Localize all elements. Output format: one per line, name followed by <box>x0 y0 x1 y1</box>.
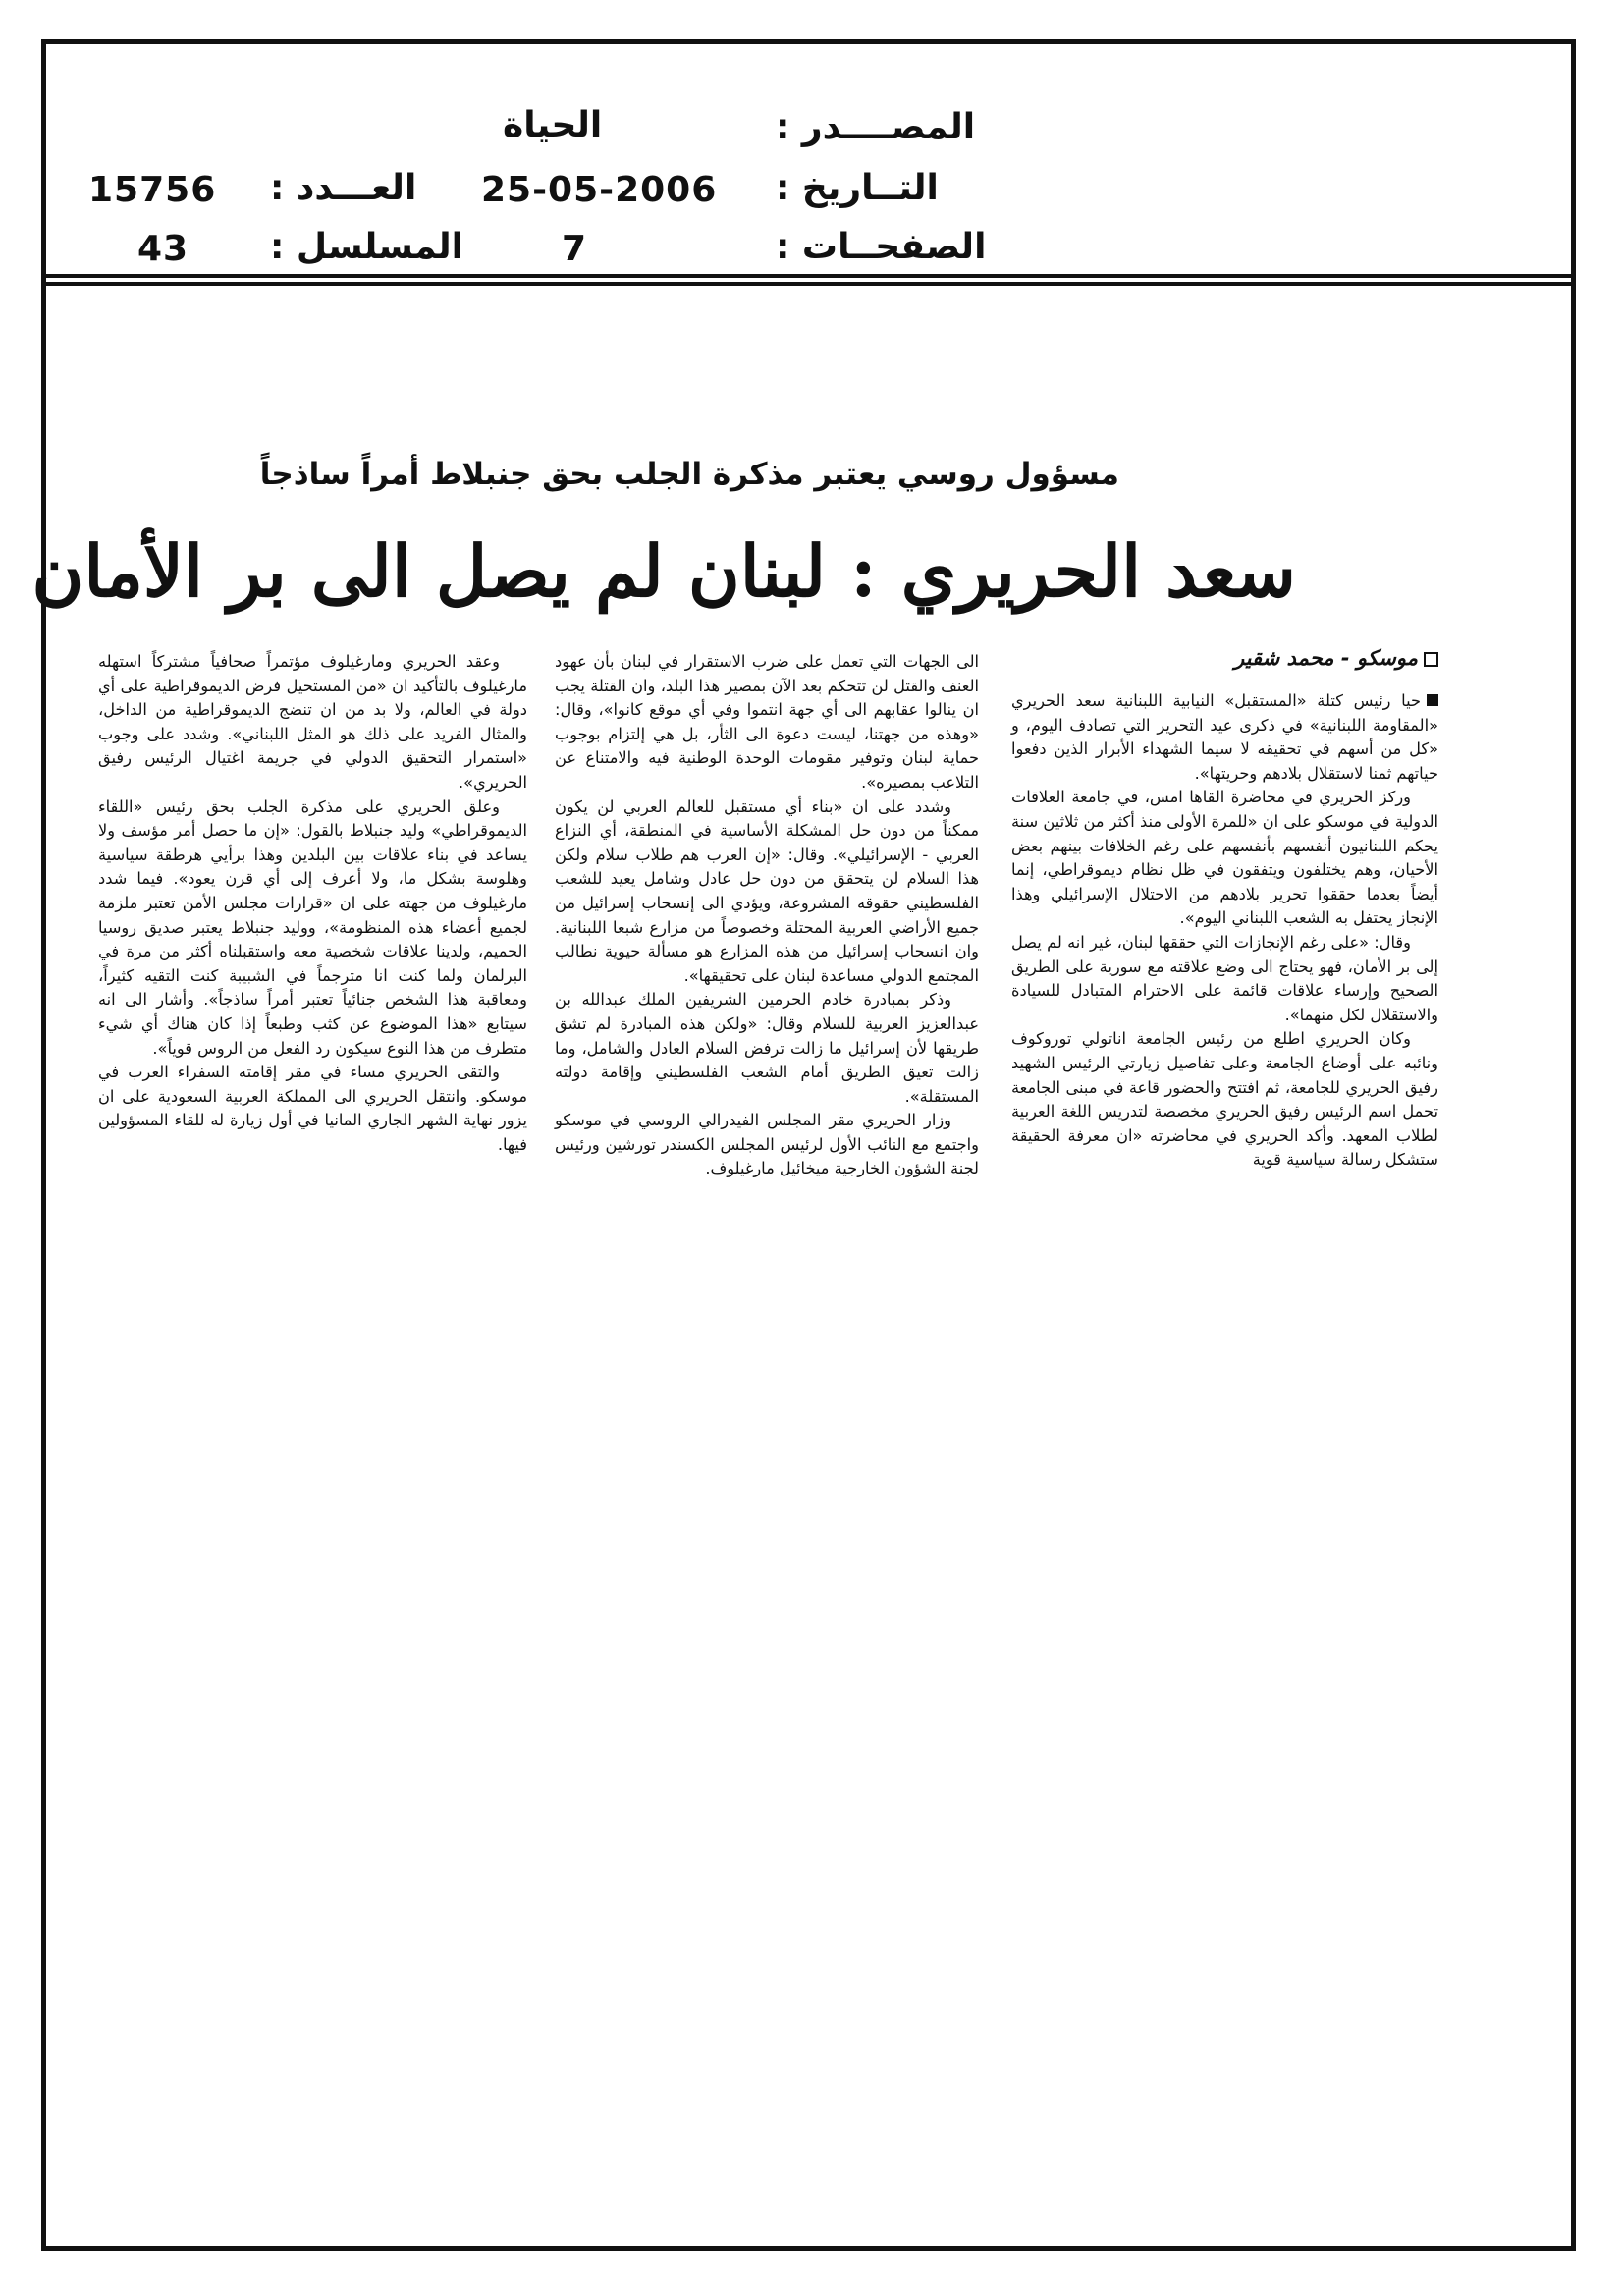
article-headline: سعد الحريري : لبنان لم يصل الى بر الأمان <box>31 529 1296 613</box>
issue-label: العـــدد : <box>270 168 417 208</box>
byline-box-icon <box>1424 652 1438 667</box>
pages-label: الصفحــات : <box>776 227 987 267</box>
article-column-right <box>1011 689 1438 1173</box>
serial-value: 43 <box>137 229 189 269</box>
paragraph-start-square-icon <box>1427 694 1438 706</box>
pages-value: 7 <box>562 229 588 269</box>
issue-value: 15756 <box>88 170 217 210</box>
paragraph: وزار الحريري مقر المجلس الفيدرالي الروسي في موسكو واجتمع مع النائب الأول لرئيس المجلس الكسندر تورشين ورئيس لجنة الشؤون الخارجية ميخائيل مارغيلوف. <box>555 1111 979 1178</box>
header-divider-bottom <box>41 282 1576 286</box>
paragraph: وركز الحريري في محاضرة القاها امس، في جامعة العلاقات الدولية في موسكو على ان «للمرة الأولى منذ أكثر من ثلاثين سنة يحكم اللبنانيون أنفسهم بأنفسهم على رغم الخلافات بينهم بعض الأحيان، وهم يختلفون ويتفقون في ظل نظام ديموقراطي، إنما أيضاً بعدما حققوا تحرير بلادهم من الاحتلال الإسرائيلي وهذا الإنجاز يحتفل به الشعب اللبناني اليوم». <box>1011 788 1438 928</box>
paragraph: الى الجهات التي تعمل على ضرب الاستقرار في لبنان بأن عهود العنف والقتل لن تتحكم بعد الآن بمصير هذا البلد، وان القتلة يجب ان ينالوا عقابهم الى أي جهة انتموا وفي أي موقع كانوا»، وقال: «وهذه من جهتنا، ليست دعوة الى الثأر، بل هي إلتزام بوجوب حماية لبنان وتوفير مقومات الوحدة الوطنية فيه والامتناع عن التلاعب بمصيره». <box>555 652 979 792</box>
paragraph: وكان الحريري اطلع من رئيس الجامعة اناتولي توروكوف ونائبه على أوضاع الجامعة وعلى تفاصيل زيارتي الرئيس الشهيد رفيق الحريري للجامعة، ثم افتتح والحضور قاعة في مبنى الجامعة تحمل اسم الرئيس رفيق الحريري مخصصة لتدريس اللغة العربية لطلاب المعهد. وأكد الحريري في محاضرته «ان معرفة الحقيقة ستشكل رسالة سياسية قوية <box>1011 1029 1438 1170</box>
date-label: التــاريخ : <box>776 168 939 208</box>
paragraph: وعقد الحريري ومارغيلوف مؤتمراً صحافياً مشتركاً استهله مارغيلوف بالتأكيد ان «من المستحيل فرض الديموقراطية على أي دولة في العالم، ولا بد من ان تنضج الديموقراطية من الداخل، والمثال الفريد على ذلك هو المثل اللبناني». وشدد على وجوب «استمرار التحقيق الدولي في جريمة اغتيال الرئيس رفيق الحريري». <box>98 652 527 792</box>
byline-text: موسكو - محمد شقير <box>1234 646 1418 670</box>
paragraph: وقال: «على رغم الإنجازات التي حققها لبنان، غير انه لم يصل إلى بر الأمان، فهو يحتاج الى وضع علاقته مع سورية على الطريق الصحيح وإرساء علاقات قائمة على الاحترام المتبادل للسيادة والاستقلال لكل منهما». <box>1011 932 1438 1024</box>
source-label: المصــــدر : <box>776 107 976 147</box>
date-value: 25-05-2006 <box>481 170 718 210</box>
source-value: الحياة <box>503 105 603 145</box>
paragraph: حيا رئيس كتلة «المستقبل» النيابية اللبنانية سعد الحريري «المقاومة اللبنانية» في ذكرى عيد التحرير التي تصادف اليوم، و «كل من أسهم في تحقيقه لا سيما الشهداء الأبرار الذين دفعوا حياتهم ثمنا لاستقلال بلادهم وحريتها». <box>1011 691 1438 783</box>
byline <box>1234 643 1438 673</box>
paragraph: والتقى الحريري مساء في مقر إقامته السفراء العرب في موسكو. وانتقل الحريري الى المملكة العربية السعودية على ان يزور نهاية الشهر الجاري المانيا في أول زيارة له للقاء المسؤولين فيها. <box>98 1063 527 1154</box>
paragraph: وشدد على ان «بناء أي مستقبل للعالم العربي لن يكون ممكناً من دون حل المشكلة الأساسية في المنطقة، أي النزاع العربي - الإسرائيلي». وقال: «إن العرب هم طلاب سلام ولكن هذا السلام لن يتحقق من دون حل عادل وشامل يعيد للشعب الفلسطيني حقوقه المشروعة، ويؤدي الى إنسحاب إسرائيل من جميع الأراضي العربية المحتلة وخصوصاً من مزارع شبعا اللبنانية. وان انسحاب إسرائيل من هذه المزارع هو مسألة حيوية نطالب المجتمع الدولي مساعدة لبنان على تحقيقها». <box>555 796 979 985</box>
paragraph: وذكر بمبادرة خادم الحرمين الشريفين الملك عبدالله بن عبدالعزيز العربية للسلام وقال: «ولكن هذه المبادرة لم تشق طريقها لأن إسرائيل ما زالت ترفض السلام العادل والشامل، وما زالت تعيق الطريق أمام الشعب الفلسطيني وإقامة دولته المستقلة». <box>555 990 979 1106</box>
article-column-middle <box>555 650 979 1181</box>
serial-label: المسلسل : <box>270 227 464 267</box>
article-subtitle: مسؤول روسي يعتبر مذكرة الجلب بحق جنبلاط أمراً ساذجاً <box>259 457 1119 492</box>
header-divider-top <box>41 274 1576 278</box>
paragraph: وعلق الحريري على مذكرة الجلب بحق رئيس «اللقاء الديموقراطي» وليد جنبلاط بالقول: «إن ما حصل أمر مؤسف ولا يساعد في بناء علاقات بين البلدين وهذا برأيي هرطقة سياسية وهلوسة بشكل ما، ولا أعرف إلى أي قرن يعود». فيما شدد مارغيلوف من جهته على ان «قرارات مجلس الأمن تعتبر ملزمة لجميع أعضاء هذه المنظومة»، ووليد جنبلاط يعتبر صديق روسيا الحميم، ولدينا علاقات شخصية معه واستقبلناه أكثر من مرة في البرلمان ولما كنت انا مترجماً في الشبيبة كنت التقيه كثيراً، ومعاقبة هذا الشخص جنائياً تعتبر أمراً ساذجاً». وأشار الى انه سيتابع «هذا الموضوع عن كثب وطبعاً إذا كان هناك أي شيء متطرف من هذا النوع سيكون رد الفعل من الروس قوياً». <box>98 796 527 1058</box>
article-column-left <box>98 650 527 1157</box>
